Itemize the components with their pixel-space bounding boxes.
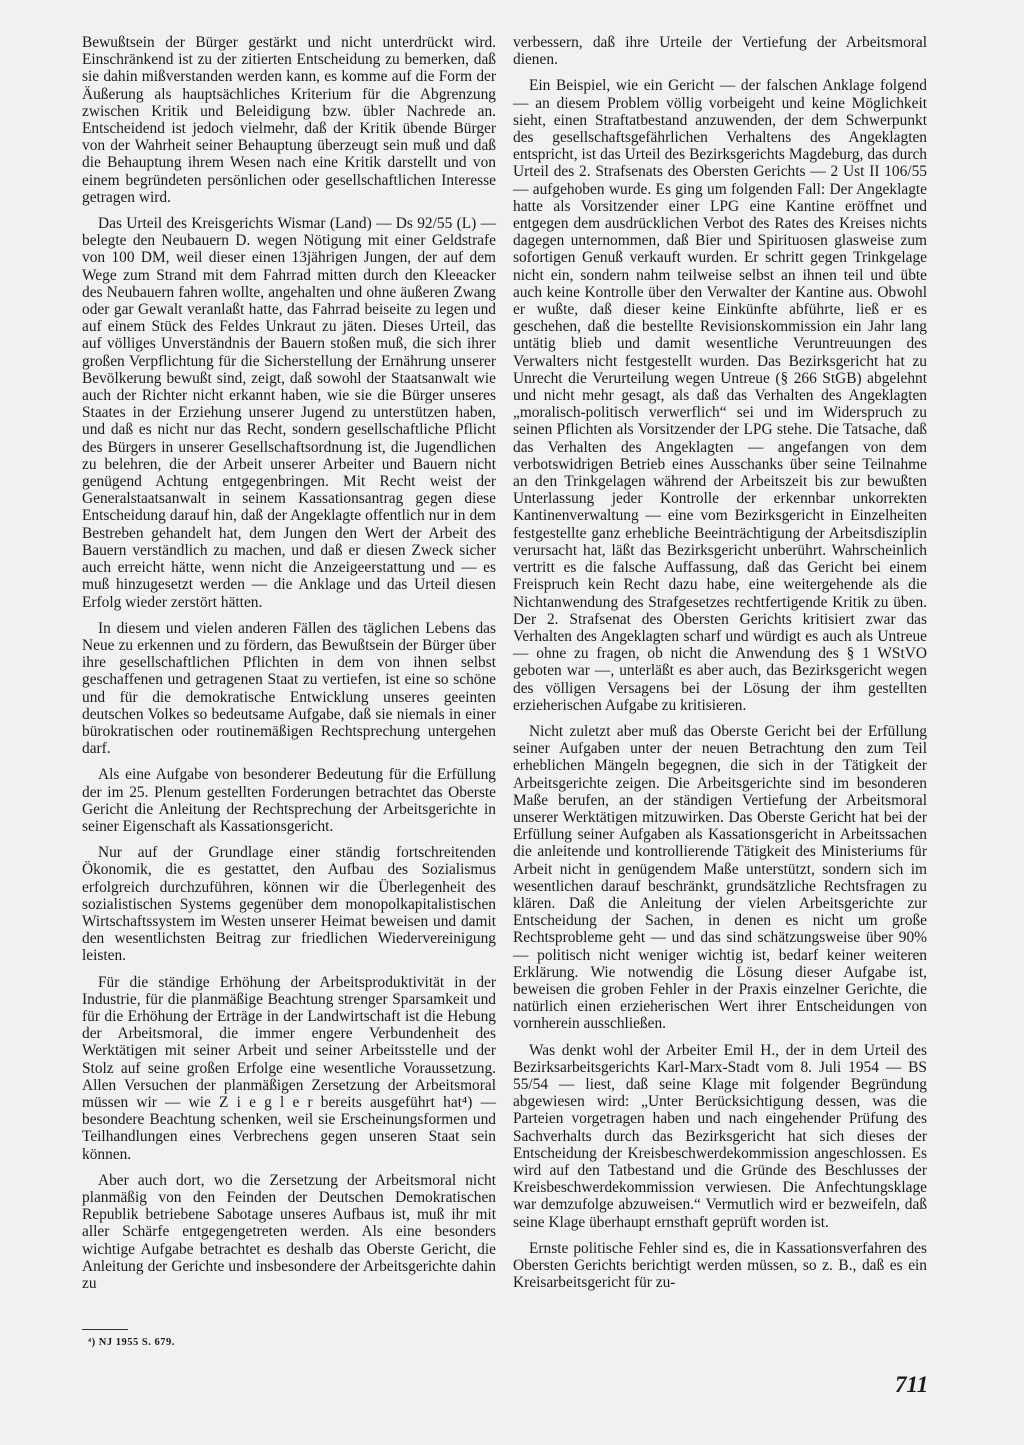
footnote: ⁴) NJ 1955 S. 679. [88,1337,175,1348]
paragraph: Nicht zuletzt aber muß das Oberste Gericht bei der Erfüllung seiner Aufgaben unter der neuen Betrachtung den zum Teil erheblichen Mängeln begegnen, die sich in der Tätigkeit der Arbeitsgerichte zeigen. Die Arbeitsgerichte sind im besonderen Maße berufen, an der ständigen Vertiefung der Arbeitsmoral unserer Werktätigen mitzuwirken. Das Oberste Gericht hat bei der Erfüllung seiner Aufgaben als Kassationsgericht in Arbeitssachen die anleitende und kontrollierende Tätigkeit des Ministeriums für Arbeit nicht in genügendem Maße unterstützt, sondern sich im wesentlichen darauf beschränkt, grundsätzliche Rechtsfragen zu klären. Daß die Anleitung der vielen Arbeitsgerichte zur Entscheidung der Sachen, in denen es nicht um große Rechtsprobleme geht — und das sind schätzungsweise über 90% — politisch nicht weniger wichtig ist, bedarf keiner weiteren Erklärung. Wie notwendig die Lösung dieser Aufgabe ist, beweisen die groben Fehler in der Praxis einzelner Gerichte, die natürlich einen erzieherischen Wert ihrer Entscheidungen von vornherein ausschließen. [513,722,927,1033]
paragraph: In diesem und vielen anderen Fällen des täglichen Lebens das Neue zu erkennen und zu fördern, das Bewußtsein der Bürger über ihre gesellschaftlichen Pflichten in dem von ihnen selbst geschaffenen und getragenen Staat zu vertiefen, ist eine so schöne und für die demokratische Entwicklung unseres geeinten deutschen Volkes so bedeutsame Aufgabe, daß sie niemals in einer bürokratischen oder routinemäßigen Rechtsprechung untergehen darf. [82,619,496,758]
paragraph: Nur auf der Grundlage einer ständig fortschreitenden Ökonomik, die es gestattet, den Aufbau des Sozialismus erfolgreich durchzuführen, können wir die Überlegenheit des sozialistischen Systems gegenüber dem monopolkapitalistischen Wirtschaftssystem im Westen unserer Heimat beweisen und damit den wesentlichsten Beitrag zur friedlichen Wiedervereinigung leisten. [82,844,496,965]
paragraph: Ein Beispiel, wie ein Gericht — der falschen Anklage folgend — an diesem Problem völlig vorbeigeht und keine Möglichkeit sieht, einen Straftatbestand anzuwenden, der dem Schwerpunkt des gesellschaftsgefährlichen Verhaltens des Angeklagten entspricht, ist das Urteil des Bezirksgerichts Magdeburg, das durch Urteil des 2. Strafsenats des Obersten Gerichts — 2 Ust II 106/55 — aufgehoben wurde. Es ging um folgenden Fall: Der Angeklagte hatte als Vorsitzender einer LPG eine Kantine eröffnet und entgegen dem ausdrücklichen Verbot des Rates des Kreises nichts dagegen unternommen, daß Bier und Spirituosen glasweise zum sofortigen Genuß verkauft wurden. Er schritt gegen Trinkgelage nicht ein, sondern nahm teilweise selbst an ihnen teil und übte auch keine Kontrolle über den Verwalter der Kantine aus. Obwohl er wußte, daß dieser keine Einkünfte abführte, ließ er es geschehen, daß die bestellte Revisionskommission ein Jahr lang untätig blieb und damit wesentliche Veruntreuungen des Verwalters nicht festgestellt wurden. Das Bezirksgericht hat zu Unrecht die Verurteilung wegen Untreue (§ 266 StGB) abgelehnt und nicht mehr gesagt, als daß das Verhalten des Angeklagten „moralisch-politisch verwerflich“ sei und im Widerspruch zu seinen Pflichten als Vorsitzender der LPG stehe. Die Tatsache, daß das Verhalten des Angeklagten — angefangen von dem verbotswidrigen Betrieb eines Ausschanks über seine Teilnahme an den Trinkgelagen während der Arbeitszeit bis zur bewußten Unterlassung jeder Kontrolle der erkennbar unkorrekten Kantinenverwaltung — eine vom Bezirksgericht in Einzelheiten festgestellte ganz erhebliche Beeinträchtigung der Arbeitsdisziplin verursacht hat, läßt das Bezirksgericht unberührt. Wahrscheinlich vertritt es die falsche Auffassung, daß das Gericht bei einem Freispruch kein Recht dazu habe, eine weitergehende als die Nichtanwendung des Strafgesetzes rechtfertigende Kritik zu üben. Der 2. Strafsenat des Obersten Gerichts kritisiert zwar das Verhalten des Angeklagten scharf und würdigt es auch als Untreue — ohne zu fragen, ob nicht die Anwendung des § 1 WStVO geboten war —, unterläßt es aber auch, das Bezirksgericht wegen des völligen Versagens bei der Lösung der ihm gestellten erzieherischen Aufgabe zu kritisieren. [513,77,927,714]
paragraph: verbessern, daß ihre Urteile der Vertiefung der Arbeitsmoral dienen. [513,34,927,69]
paragraph: Als eine Aufgabe von besonderer Bedeutung für die Erfüllung der im 25. Plenum gestellten Forderungen betrachtet das Oberste Gericht die Anleitung der Rechtsprechung der Arbeitsgerichte in seiner Eigenschaft als Kassationsgericht. [82,766,496,835]
left-column [82,34,496,1301]
paragraph: Was denkt wohl der Arbeiter Emil H., der in dem Urteil des Bezirksarbeitsgerichts Karl-Marx-Stadt vom 8. Juli 1954 — BS 55/54 — liest, daß seine Klage mit folgender Begründung abgewiesen wird: „Unter Berücksichtigung dessen, was die Parteien vorgetragen haben und nach eingehender Prüfung des Sachverhalts durch das Bezirksgericht hat sich dieses der Entscheidung der Kreisbeschwerdekommission angeschlossen. Es wird auf den Tatbestand und die Gründe des Beschlusses der Kreisbeschwerdekommission verwiesen. Die Anfechtungsklage war demzufolge abzuweisen.“ Vermutlich wird er bezweifeln, daß seine Klage überhaupt ernsthaft geprüft worden ist. [513,1041,927,1231]
footnote-divider [82,1329,128,1330]
paragraph: Bewußtsein der Bürger gestärkt und nicht unterdrückt wird. Einschränkend ist zu der zitierten Entscheidung zu bemerken, daß sie dahin mißverstanden werden kann, es komme auf die Form der Äußerung als hauptsächliches Kriterium für die Abgrenzung zwischen Kritik und Beleidigung bzw. übler Nachrede an. Entscheidend ist jedoch vielmehr, daß der Kritik übende Bürger von der Wahrheit seiner Behauptung überzeugt sein muß und daß die Behauptung ihrem Wesen nach eine Kritik darstellt und von einem begründeten persönlichen oder gesellschaftlichen Interesse getragen wird. [82,34,496,206]
paragraph: Für die ständige Erhöhung der Arbeitsproduktivität in der Industrie, für die planmäßige Beachtung strenger Sparsamkeit und für die Erhöhung der Erträge in der Landwirtschaft ist die Hebung der Arbeitsmoral, die immer engere Verbundenheit des Werktätigen mit seiner Arbeit und seiner Arbeitsstelle und der Stolz auf seine großen Erfolge eine wesentliche Voraussetzung. Allen Versuchen der planmäßigen Zersetzung der Arbeitsmoral müssen wir — wie Z i e g l e r bereits ausgeführt hat⁴) — besondere Beachtung schenken, weil sie Erscheinungsformen und Teilhandlungen eines Verbrechens gegen unseren Staat sein können. [82,973,496,1163]
paragraph: Ernste politische Fehler sind es, die in Kassationsverfahren des Obersten Gerichts berichtigt werden müssen, so z. B., daß es ein Kreisarbeitsgericht für zu- [513,1239,927,1292]
right-column [513,34,927,1300]
paragraph: Das Urteil des Kreisgerichts Wismar (Land) — Ds 92/55 (L) — belegte den Neubauern D. wegen Nötigung mit einer Geldstrafe von 100 DM, weil dieser einen 13jährigen Jungen, der auf dem Wege zum Strand mit dem Fahrrad mitten durch den Kleeacker des Neubauern fahren wollte, angehalten und ohne äußeren Zwang oder gar Gewalt veranlaßt hatte, das Fahrrad beiseite zu legen und auf einem Stück des Feldes Unkraut zu jäten. Dieses Urteil, das auf völliges Unverständnis der Bauern stoßen muß, die sich ihrer großen Verpflichtung für die Sicherstellung der Ernährung unserer Bevölkerung bewußt sind, zeigt, daß sowohl der Staatsanwalt wie auch der Richter nicht erkannt haben, wie sie die Bürger unseres Staates in der Erziehung unserer Jugend zu unterstützen haben, und daß es nicht nur das Recht, sondern gesellschaftliche Pflicht des Bürgers in unserer Gesellschaftsordnung ist, die Jugendlichen zu belehren, die der Arbeit unserer Arbeiter und Bauern nicht genügend Achtung entgegenbringen. Mit Recht weist der Generalstaatsanwalt in seinem Kassationsantrag gegen diese Entscheidung darauf hin, daß der Angeklagte offentlich nur in dem Bestreben gehandelt hat, dem Jungen den Wert der Arbeit des Bauern verständlich zu machen, und daß er diesen Zweck sicher auch erreicht hätte, wenn nicht die Anzeigeerstattung und — es muß hinzugesetzt werden — die Anklage und das Urteil diesen Erfolg wieder zerstört hätten. [82,215,496,611]
page-number: 711 [895,1372,929,1397]
paragraph: Aber auch dort, wo die Zersetzung der Arbeitsmoral nicht planmäßig von den Feinden der Deutschen Demokratischen Republik betriebene Sabotage unseres Aufbaus ist, muß ihr mit aller Schärfe entgegengetreten werden. Als eine besonders wichtige Aufgabe betrachtet es deshalb das Oberste Gericht, die Anleitung der Gerichte und insbesondere der Arbeitsgerichte dahin zu [82,1171,496,1293]
